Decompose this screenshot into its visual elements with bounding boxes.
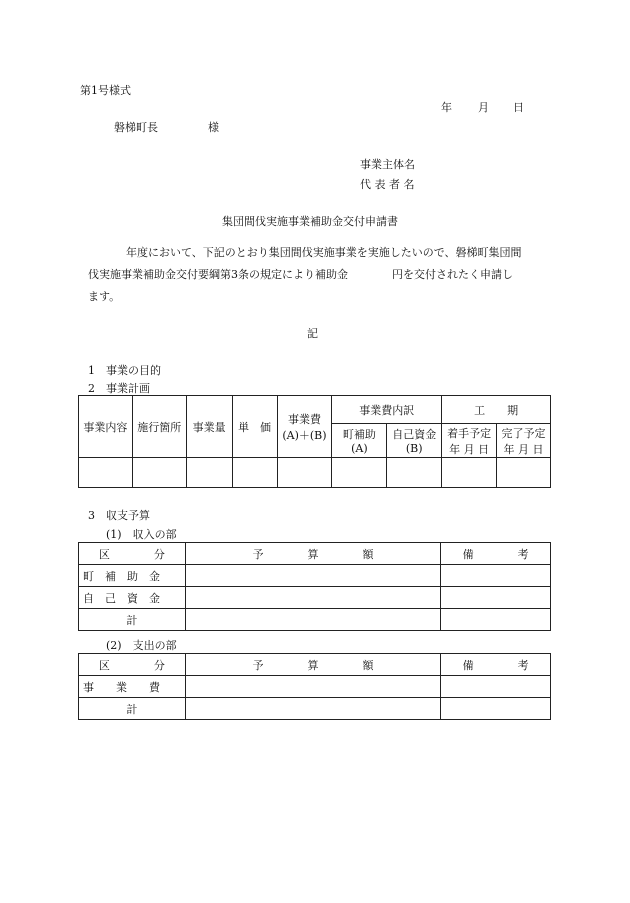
- income-note-cell[interactable]: [441, 565, 551, 587]
- plan-header-town-subsidy: [332, 424, 387, 458]
- plan-header-own-funds: [387, 424, 442, 458]
- expense-budget-cell[interactable]: [185, 698, 440, 720]
- plan-cell[interactable]: [79, 458, 133, 488]
- town-subsidy-mark: (A): [351, 442, 368, 455]
- plan-cell[interactable]: [132, 458, 186, 488]
- plan-header-unit-price: 単 価: [232, 396, 277, 458]
- plan-header-cost-label: 事業費: [287, 412, 321, 426]
- end-ymd: 年 月 日: [503, 442, 544, 456]
- section-plan: 2 事業計画: [88, 382, 150, 395]
- plan-header-breakdown: 事業費内訳: [332, 396, 442, 424]
- income-row-label: 町 補 助 金: [79, 565, 186, 587]
- addressee-name: 磐梯町長: [114, 121, 158, 134]
- plan-cell[interactable]: [497, 458, 551, 488]
- end-label: 完了予定: [501, 426, 546, 440]
- date-year: 年: [441, 101, 452, 114]
- income-budget-cell[interactable]: [185, 587, 440, 609]
- income-header-budget: 予 算 額: [185, 543, 440, 565]
- body-line-3: ます。: [88, 290, 121, 303]
- expense-total-label: 計: [79, 698, 186, 720]
- income-row: [79, 565, 551, 587]
- plan-cell[interactable]: [232, 458, 277, 488]
- body-line-1: 年度において、下記のとおり集団間伐実施事業を実施したいので、磐梯町集団間: [126, 246, 522, 259]
- expense-header-note: 備 考: [441, 654, 551, 676]
- income-table: [78, 542, 551, 631]
- addressee-honorific: 様: [208, 121, 219, 134]
- expense-note-cell[interactable]: [441, 676, 551, 698]
- income-row-label: 自 己 資 金: [79, 587, 186, 609]
- expense-total-row: [79, 698, 551, 720]
- plan-cell[interactable]: [442, 458, 497, 488]
- plan-header-cost: [277, 396, 332, 458]
- plan-header-cost-formula: (A)＋(B): [282, 428, 327, 442]
- own-funds-mark: (B): [405, 442, 423, 455]
- expense-row: [79, 676, 551, 698]
- expense-table: [78, 653, 551, 720]
- plan-header-end: [497, 424, 551, 458]
- plan-header-quantity: 事業量: [186, 396, 232, 458]
- document-title: 集団間伐実施事業補助金交付申請書: [222, 215, 398, 228]
- plan-header-place: 施行箇所: [132, 396, 186, 458]
- town-subsidy-label: 町補助: [342, 428, 376, 441]
- income-budget-cell[interactable]: [185, 609, 440, 631]
- applicant-entity: 事業主体名: [360, 158, 415, 171]
- expense-row-label: 事 業 費: [79, 676, 186, 698]
- expense-budget-cell[interactable]: [185, 676, 440, 698]
- income-total-label: 計: [79, 609, 186, 631]
- income-header-kubun: 区 分: [79, 543, 186, 565]
- plan-header-content: 事業内容: [79, 396, 133, 458]
- plan-cell[interactable]: [332, 458, 387, 488]
- plan-header-period: 工 期: [442, 396, 551, 424]
- expense-header-budget: 予 算 額: [185, 654, 440, 676]
- expense-header-kubun: 区 分: [79, 654, 186, 676]
- plan-cell[interactable]: [186, 458, 232, 488]
- body-line-2: 伐実施事業補助金交付要綱第3条の規定により補助金 円を交付されたく申請し: [88, 268, 513, 281]
- income-total-row: [79, 609, 551, 631]
- start-label: 着手予定: [447, 426, 492, 440]
- income-note-cell[interactable]: [441, 587, 551, 609]
- section-purpose: 1 事業の目的: [88, 364, 161, 377]
- expense-note-cell[interactable]: [441, 698, 551, 720]
- section-budget: 3 収支予算: [88, 509, 150, 522]
- plan-table: [78, 395, 551, 488]
- ki-mark: 記: [307, 327, 318, 340]
- plan-entry-row: [79, 458, 551, 488]
- date-month: 月: [478, 101, 489, 114]
- income-row: [79, 587, 551, 609]
- plan-header-start: [442, 424, 497, 458]
- plan-cell[interactable]: [387, 458, 442, 488]
- plan-cell[interactable]: [277, 458, 332, 488]
- income-label: (1) 収入の部: [106, 528, 177, 541]
- start-ymd: 年 月 日: [449, 442, 490, 456]
- date-day: 日: [513, 101, 524, 114]
- applicant-representative: 代 表 者 名: [360, 178, 415, 191]
- income-note-cell[interactable]: [441, 609, 551, 631]
- income-budget-cell[interactable]: [185, 565, 440, 587]
- own-funds-label: 自己資金: [392, 428, 437, 441]
- form-number: 第1号様式: [80, 84, 131, 97]
- income-header-note: 備 考: [441, 543, 551, 565]
- expense-label: (2) 支出の部: [106, 639, 177, 652]
